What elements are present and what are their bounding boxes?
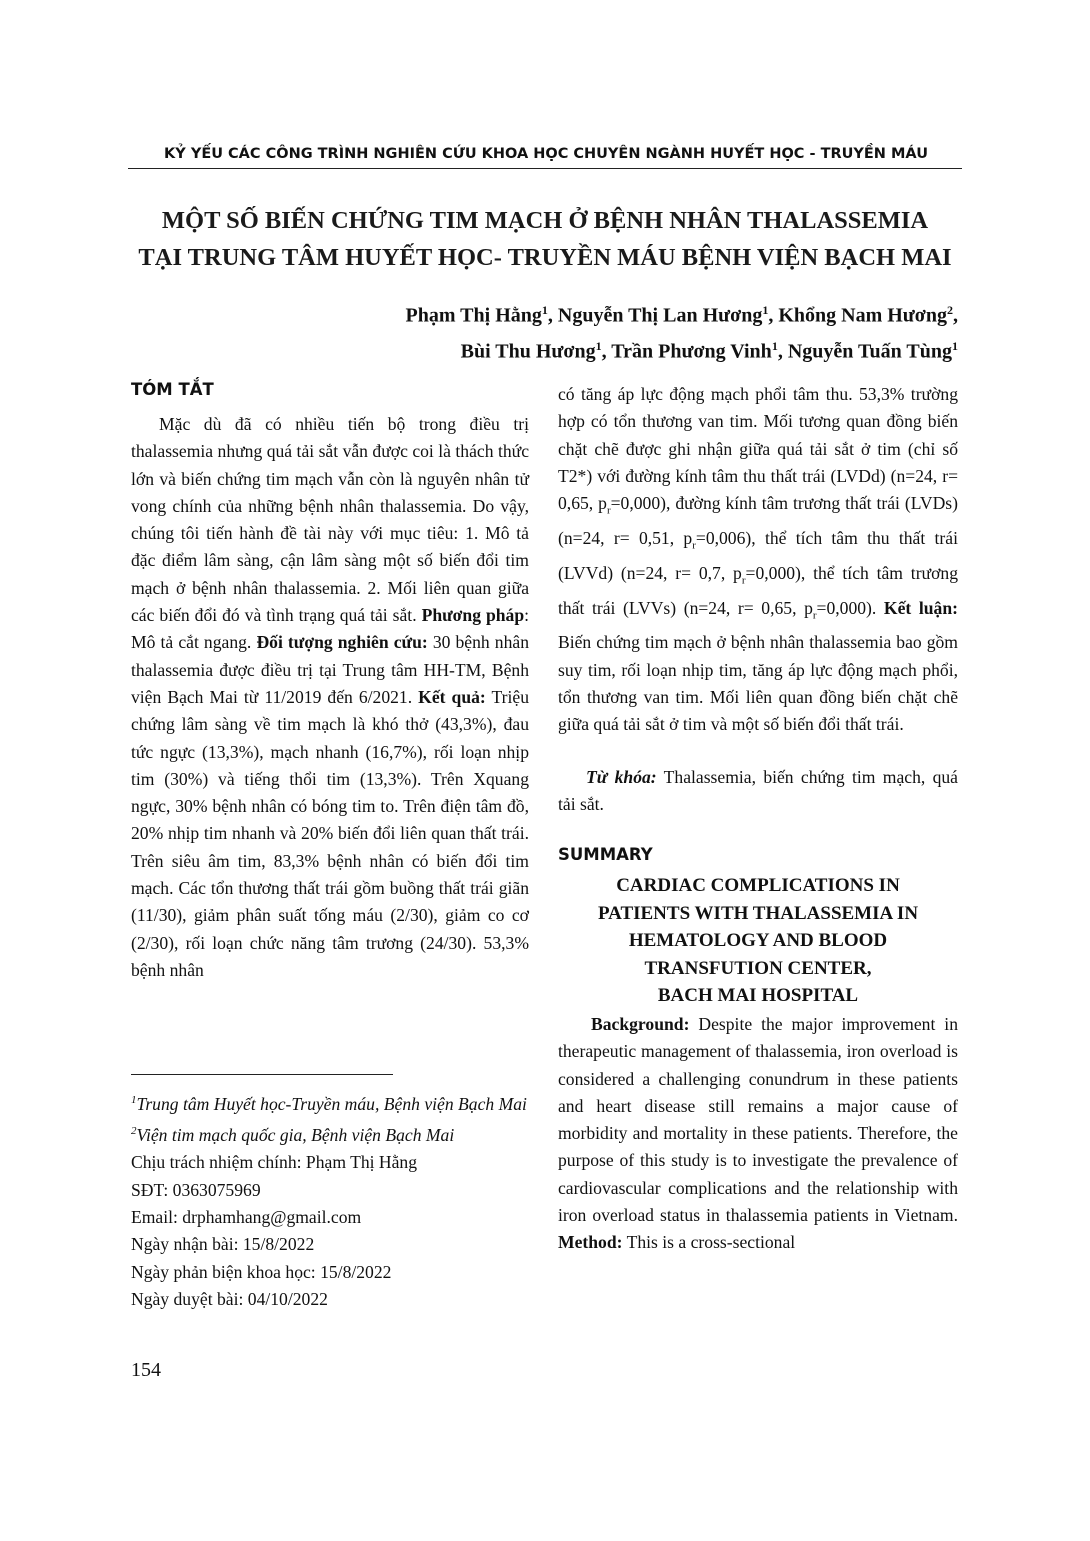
running-header: KỶ YẾU CÁC CÔNG TRÌNH NGHIÊN CỨU KHOA HỌC CHUYÊN NGÀNH HUYẾT HỌC - TRUYỀN MÁU — [164, 146, 928, 162]
subjects-label: Đối tượng nghiên cứu: — [256, 632, 428, 653]
subjects-text: 30 bệnh nhân thalassemia được điều trị tại Trung tâm HH-TM, Bệnh viện Bạch Mai từ 11/2019 đến 6/2021. — [131, 632, 529, 707]
author-line-1: Phạm Thị Hằng$^1$, Nguyễn Thị Lan Hương$^1$, Khổng Nam Hương$^2$, — [405, 303, 958, 327]
results-cont: =0,000), đường kính tâm trương thất trái (LVDs) (n=24, r= 0,51, p — [558, 493, 958, 548]
background-text: Despite the major improvement in therapeutic management of thalassemia, iron overload is considered a challenging conundrum in these patients and heart disease still remains a major cause of morbidity and mortality in these patients. Therefore, the purpose of this study is to investigate the prevalence of cardiovascular complications and the relationship with iron overload status in thalassemia patients in Vietnam. — [558, 1014, 958, 1226]
subscript: r — [741, 574, 746, 587]
email: Email: drphamhang@gmail.com — [131, 1206, 362, 1227]
footnotes — [131, 1087, 529, 1313]
affiliation-mark: 1 — [771, 338, 778, 353]
subscript: r — [606, 504, 611, 517]
received-date: Ngày nhận bài: 15/8/2022 — [131, 1234, 315, 1255]
accepted-date: Ngày duyệt bài: 04/10/2022 — [131, 1288, 328, 1309]
abstract-heading: TÓM TẮT — [131, 380, 214, 399]
affiliation-mark: 1 — [952, 338, 958, 353]
author-list — [128, 295, 958, 366]
affiliation-mark: 1 — [762, 303, 769, 317]
author-name: Khổng Nam Hương — [778, 304, 947, 327]
title-line-2: TẠI TRUNG TÂM HUYẾT HỌC- TRUYỀN MÁU BỆNH VIỆN BẠCH MAI — [138, 244, 952, 271]
english-title-line: PATIENTS WITH THALASSEMIA IN — [597, 902, 919, 924]
author-line-2: Bùi Thu Hương$^1$, Trần Phương Vinh$^1$, Nguyễn Tuấn Tùng$^1$ — [460, 338, 958, 363]
results-cont: =0,006), thể tích tâm thu thất trái (LVVd) (n=24, r= 0,7, p — [558, 528, 958, 583]
abstract-intro: Mặc dù đã có nhiều tiến bộ trong điều trị thalassemia nhưng quá tải sắt vẫn được coi là thách thức lớn và biến chứng tim mạch vẫn còn là nguyên nhân tử vong chính của những bệnh nhân thalassemia. Do vậy, chúng tôi tiến hành đề tài này với mục tiêu: 1. Mô tả đặc điểm lâm sàng, cận lâm sàng một số biến đổi tim mạch ở bệnh nhân thalassemia. 2. Mối liên quan giữa các biến đổi đó và tình trạng quá tải sắt. — [131, 414, 529, 626]
conclusion-text: Biến chứng tim mạch ở bệnh nhân thalassemia bao gồm suy tim, rối loạn nhịp tim, tăng áp lực động mạch phổi, tổn thương van tim. Mối liên quan đồng biến chặt chẽ giữa quá tải sắt ở tim và một số biến đổi thất trái. — [558, 632, 958, 735]
phone: SĐT: 0363075969 — [131, 1179, 261, 1200]
page-number: 154 — [131, 1359, 161, 1381]
affiliation-mark: 2 — [947, 303, 953, 317]
english-title — [558, 872, 958, 1010]
author-name: Nguyễn Thị Lan Hương — [557, 304, 763, 327]
article-title — [128, 202, 962, 276]
responsible-author: Chịu trách nhiệm chính: Phạm Thị Hằng — [131, 1152, 418, 1173]
summary-heading: SUMMARY — [558, 845, 653, 864]
english-title-line: TRANSFUTION CENTER, — [644, 957, 872, 979]
background-label: Background: — [591, 1014, 690, 1034]
english-abstract — [558, 1011, 958, 1257]
method-label: Phương pháp — [421, 605, 525, 626]
reviewed-date: Ngày phản biện khoa học: 15/8/2022 — [131, 1261, 392, 1282]
keywords-label: Từ khóa: — [586, 767, 657, 787]
results-label: Kết quả: — [418, 686, 486, 707]
en-method-text: This is a cross-sectional — [622, 1232, 796, 1253]
keywords — [558, 764, 958, 819]
footnote-text: Trung tâm Huyết học-Truyền máu, Bệnh viện Bạch Mai — [136, 1093, 527, 1114]
english-title-line: CARDIAC COMPLICATIONS IN — [616, 875, 900, 896]
english-title-line: BACH MAI HOSPITAL — [657, 985, 859, 1006]
footnote-text: Viện tim mạch quốc gia, Bệnh viện Bạch Mai — [136, 1125, 455, 1146]
english-title-line: HEMATOLOGY AND BLOOD — [628, 930, 888, 951]
results-text: Triệu chứng lâm sàng về tim mạch là khó thở (43,3%), đau tức ngực (13,3%), mạch nhanh (16,7%), rối loạn nhịp tim (30%) và tiếng thổi tim (13,3%). Trên Xquang ngực, 30% bệnh nhân có bóng tim to. Trên điện tâm đồ, 20% nhịp tim nhanh và 20% biến đổi liên quan thất trái. Trên siêu âm tim, 83,3% bệnh nhân có biến đổi tim mạch. Các tổn thương thất trái gồm buồng thất trái giãn (11/30), giảm phân suất tống máu (2/30), giảm co cơ (2/30), rối loạn chức năng tâm trương (24/30). 53,3% bệnh nhân — [131, 686, 529, 980]
footnote-mark: 2 — [131, 1125, 137, 1138]
author-name: Trần Phương Vinh — [611, 340, 772, 363]
subscript: r — [692, 539, 696, 552]
footnote-rule — [131, 1074, 393, 1075]
author-name: Phạm Thị Hằng — [405, 304, 542, 327]
header-rule — [128, 168, 962, 169]
results-cont: =0,000). — [816, 597, 877, 618]
abstract-body — [131, 411, 529, 984]
conclusion-label: Kết luận: — [883, 597, 958, 618]
author-name: Bùi Thu Hương — [460, 340, 596, 363]
results-cont: có tăng áp lực động mạch phổi tâm thu. 53,3% trường hợp có tổn thương van tim. Mối tương quan đồng biến chặt chẽ được ghi nhận giữa quá tải sắt ở tim (chỉ số T2*) với đường kính tâm thu thất trái (LVDd) (n=24, r= 0,65, p — [558, 384, 958, 514]
author-name: Nguyễn Tuấn Tùng — [787, 340, 952, 363]
method-text: : Mô tả cắt ngang. — [131, 605, 530, 653]
footnote-mark: 1 — [131, 1094, 137, 1106]
footnote-affiliation-2 — [131, 1118, 529, 1149]
abstract-continuation — [558, 381, 958, 739]
keywords-text: Thalassemia, biến chứng tim mạch, quá tải sắt. — [558, 767, 958, 815]
results-cont: =0,000), thể tích tâm trương thất trái (LVVs) (n=24, r= 0,65, p — [558, 562, 958, 618]
affiliation-mark: 1 — [595, 338, 602, 353]
en-method-label: Method: — [558, 1232, 623, 1253]
subscript: r — [812, 609, 817, 622]
footnote-affiliation-1 — [131, 1087, 529, 1118]
affiliation-mark: 1 — [541, 303, 548, 317]
title-line-1: MỘT SỐ BIẾN CHỨNG TIM MẠCH Ở BỆNH NHÂN THALASSEMIA — [161, 207, 929, 234]
